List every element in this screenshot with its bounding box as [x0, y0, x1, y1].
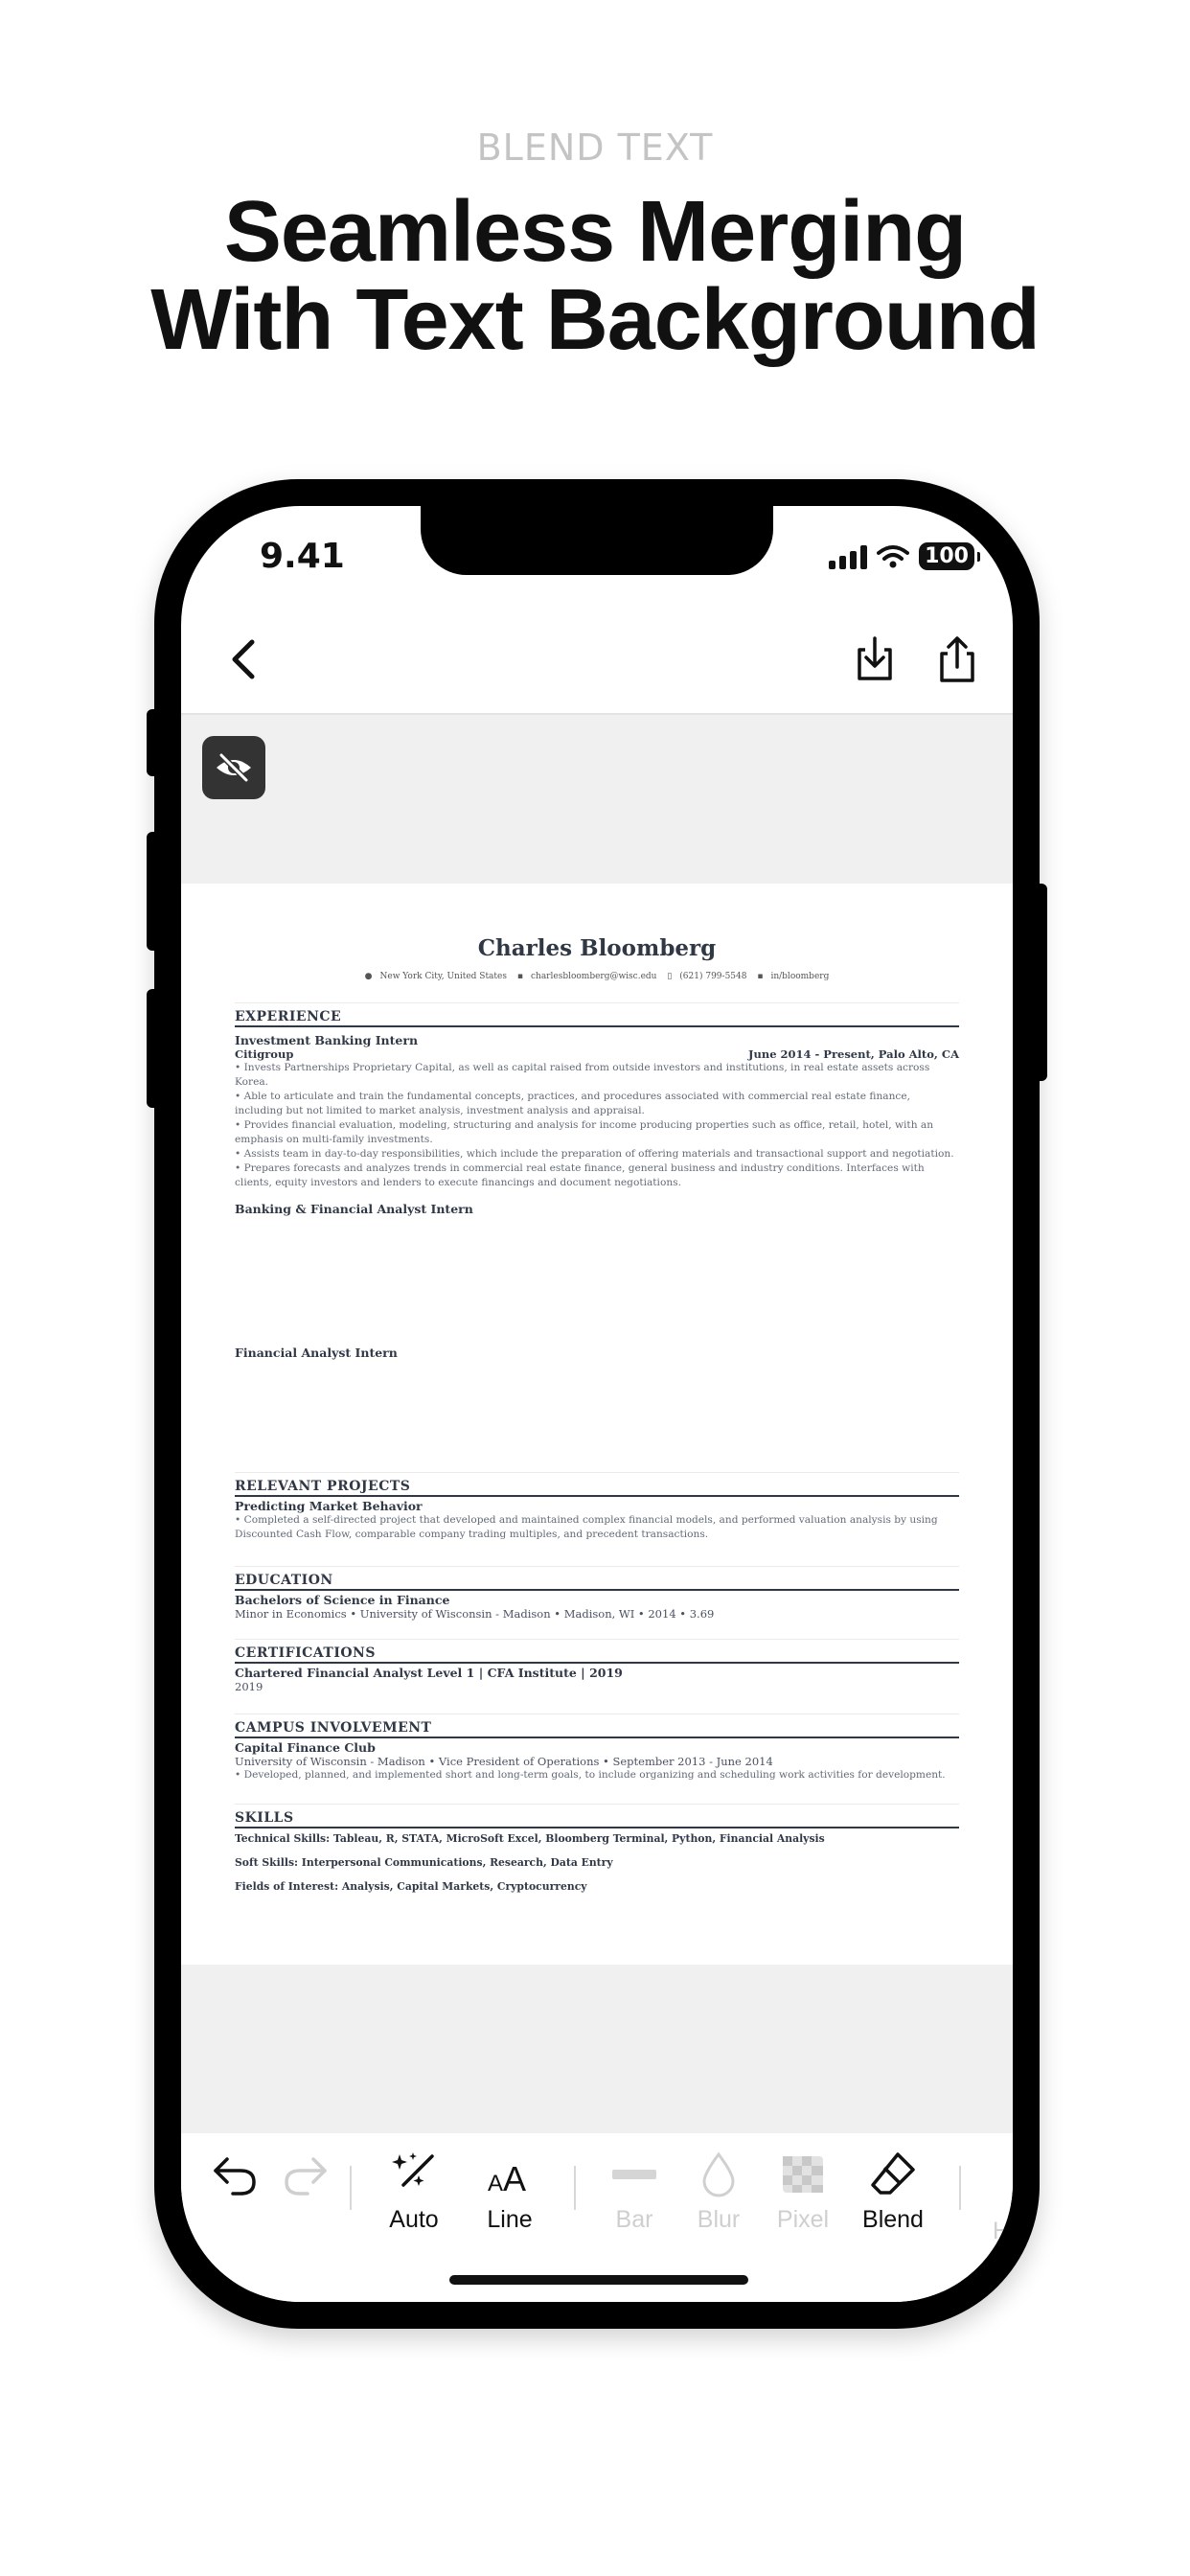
toolbar-divider	[350, 2166, 352, 2210]
section-heading: EXPERIENCE	[235, 1002, 959, 1027]
section-heading: RELEVANT PROJECTS	[235, 1472, 959, 1497]
blend-tool-button[interactable]	[852, 2150, 934, 2234]
blur-drop-icon	[695, 2150, 743, 2198]
auto-tool-button[interactable]	[373, 2150, 455, 2234]
job-bullet: • Prepares forecasts and analyzes trends in commercial real estate finance, general business and industry conditions. Interfaces with clients, equity investors and lenders to execute financings and document negotiations.	[235, 1162, 925, 1188]
job-meta	[235, 1047, 959, 1061]
bar-tool-button[interactable]	[593, 2150, 675, 2234]
campus-section	[235, 1714, 959, 1782]
status-icons	[829, 542, 974, 570]
download-icon[interactable]	[850, 634, 900, 684]
job-bullet: • Invests Partnerships Proprietary Capital, as well as capital raised from outside investors and institutions, in real estate assets across Korea.	[235, 1062, 930, 1088]
bar-icon	[610, 2150, 658, 2198]
contact-phone: (621) 799-5548	[679, 972, 747, 981]
line-tool-button[interactable]	[469, 2150, 551, 2234]
experience-entry-3	[235, 1340, 959, 1360]
project-title: Predicting Market Behavior	[235, 1499, 423, 1513]
contact-location: New York City, United States	[379, 972, 507, 981]
section-heading: EDUCATION	[235, 1566, 959, 1591]
headline-line-2: With Text Background	[150, 272, 1040, 368]
skills-section	[235, 1804, 959, 1893]
battery-indicator: 100	[919, 542, 974, 570]
club-name: Capital Finance Club	[235, 1740, 376, 1755]
education-details: Minor in Economics • University of Wisconsin - Madison • Madison, WI • 2014 • 3.69	[235, 1607, 715, 1621]
toggle-visibility-button[interactable]	[202, 736, 265, 799]
svg-text:A: A	[503, 2159, 527, 2198]
experience-entry-2	[235, 1196, 959, 1216]
text-size-icon	[486, 2150, 534, 2198]
experience-section	[235, 1002, 959, 1190]
skills-interest: Fields of Interest: Analysis, Capital Markets, Cryptocurrency	[235, 1880, 587, 1893]
tool-label: Pixel	[776, 2206, 830, 2233]
eyebrow-label: BLEND TEXT	[476, 126, 714, 169]
section-heading: CERTIFICATIONS	[235, 1639, 959, 1664]
tool-label: Line	[487, 2206, 533, 2233]
share-icon[interactable]	[932, 634, 982, 684]
contact-linkedin: in/bloomberg	[770, 972, 830, 981]
job-bullet: • Provides financial evaluation, modeling, structuring and analysis for income producing properties such as office, retail, hotel, with an emphasis on multi-family investments.	[235, 1119, 934, 1145]
certification-year: 2019	[235, 1680, 263, 1693]
eye-slash-icon	[214, 752, 254, 783]
home-indicator	[449, 2275, 748, 2285]
editor-canvas[interactable]	[181, 715, 1013, 2133]
tool-label: Blend	[862, 2206, 924, 2233]
skills-soft: Soft Skills: Interpersonal Communications, Research, Data Entry	[235, 1856, 613, 1869]
tool-label: Blur	[697, 2206, 741, 2233]
club-bullet: • Developed, planned, and implemented short and long-term goals, to include organizing and scheduling work activities for development.	[235, 1769, 946, 1781]
contact-email: charlesbloomberg@wisc.edu	[530, 972, 657, 981]
certification-title: Chartered Financial Analyst Level 1 | CFA Institute | 2019	[235, 1666, 623, 1680]
certifications-section	[235, 1639, 959, 1693]
svg-text:A: A	[488, 2171, 504, 2196]
blur-tool-button[interactable]	[677, 2150, 760, 2234]
linkedin-icon: ▪	[757, 972, 764, 981]
section-heading: CAMPUS INVOLVEMENT	[235, 1714, 959, 1738]
undo-button[interactable]	[210, 2150, 260, 2198]
wifi-icon	[877, 544, 909, 569]
education-section	[235, 1566, 959, 1621]
job-bullet: • Assists team in day-to-day responsibilities, which include the preparation of offering materials and transactional support and negotiation.	[235, 1148, 954, 1160]
club-details: University of Wisconsin - Madison • Vice President of Operations • September 2013 - June 2014	[235, 1755, 773, 1768]
resume-contact-line	[181, 972, 1013, 981]
status-time: 9.41	[260, 537, 345, 576]
resume-name: Charles Bloomberg	[477, 935, 717, 961]
phone-screen	[181, 506, 1013, 2302]
tool-label: H	[992, 2218, 1011, 2244]
toolbar-divider	[574, 2166, 576, 2210]
job-title: Banking & Financial Analyst Intern	[235, 1202, 473, 1216]
section-heading: SKILLS	[235, 1804, 959, 1828]
eraser-icon	[869, 2150, 917, 2198]
toolbar-divider	[959, 2166, 961, 2210]
job-bullet: • Able to articulate and train the fundamental concepts, practices, and procedures associated with commercial real estate finance, including but not limited to market analysis, investment analysis and appraisal.	[235, 1091, 911, 1116]
job-date-place: June 2014 - Present, Palo Alto, CA	[748, 1047, 959, 1061]
job-title: Investment Banking Intern	[235, 1033, 419, 1047]
undo-icon	[210, 2151, 260, 2197]
location-pin-icon: ●	[364, 972, 373, 981]
redo-icon	[281, 2151, 331, 2197]
back-chevron-icon[interactable]	[219, 634, 269, 684]
skills-technical: Technical Skills: Tableau, R, STATA, MicroSoft Excel, Bloomberg Terminal, Python, Financial Analysis	[235, 1832, 825, 1845]
phone-icon: ▯	[667, 972, 673, 981]
mail-icon: ▪	[516, 972, 523, 981]
pixelate-icon	[779, 2150, 827, 2198]
pixel-tool-button[interactable]	[762, 2150, 844, 2234]
job-company: Citigroup	[235, 1047, 294, 1061]
redo-button[interactable]	[281, 2150, 331, 2198]
headline-line-1: Seamless Merging	[223, 184, 967, 280]
magic-wand-icon	[390, 2150, 438, 2198]
hidden-tool-button[interactable]	[982, 2218, 1013, 2245]
headline	[0, 184, 1190, 368]
job-title: Financial Analyst Intern	[235, 1346, 398, 1360]
projects-section	[235, 1472, 959, 1542]
tool-label: Auto	[389, 2206, 439, 2233]
phone-frame	[154, 479, 1040, 2329]
notch	[421, 506, 773, 575]
degree: Bachelors of Science in Finance	[235, 1593, 450, 1607]
cellular-signal-icon	[829, 544, 867, 569]
tool-label: Bar	[615, 2206, 653, 2233]
resume-document[interactable]	[181, 884, 1013, 1965]
project-bullet: • Completed a self-directed project that developed and maintained complex financial models, and performed valuation analysis by using Discounted Cash Flow, comparable company trading multiples, and precedent transactions.	[235, 1514, 938, 1540]
nav-bar	[181, 602, 1013, 715]
